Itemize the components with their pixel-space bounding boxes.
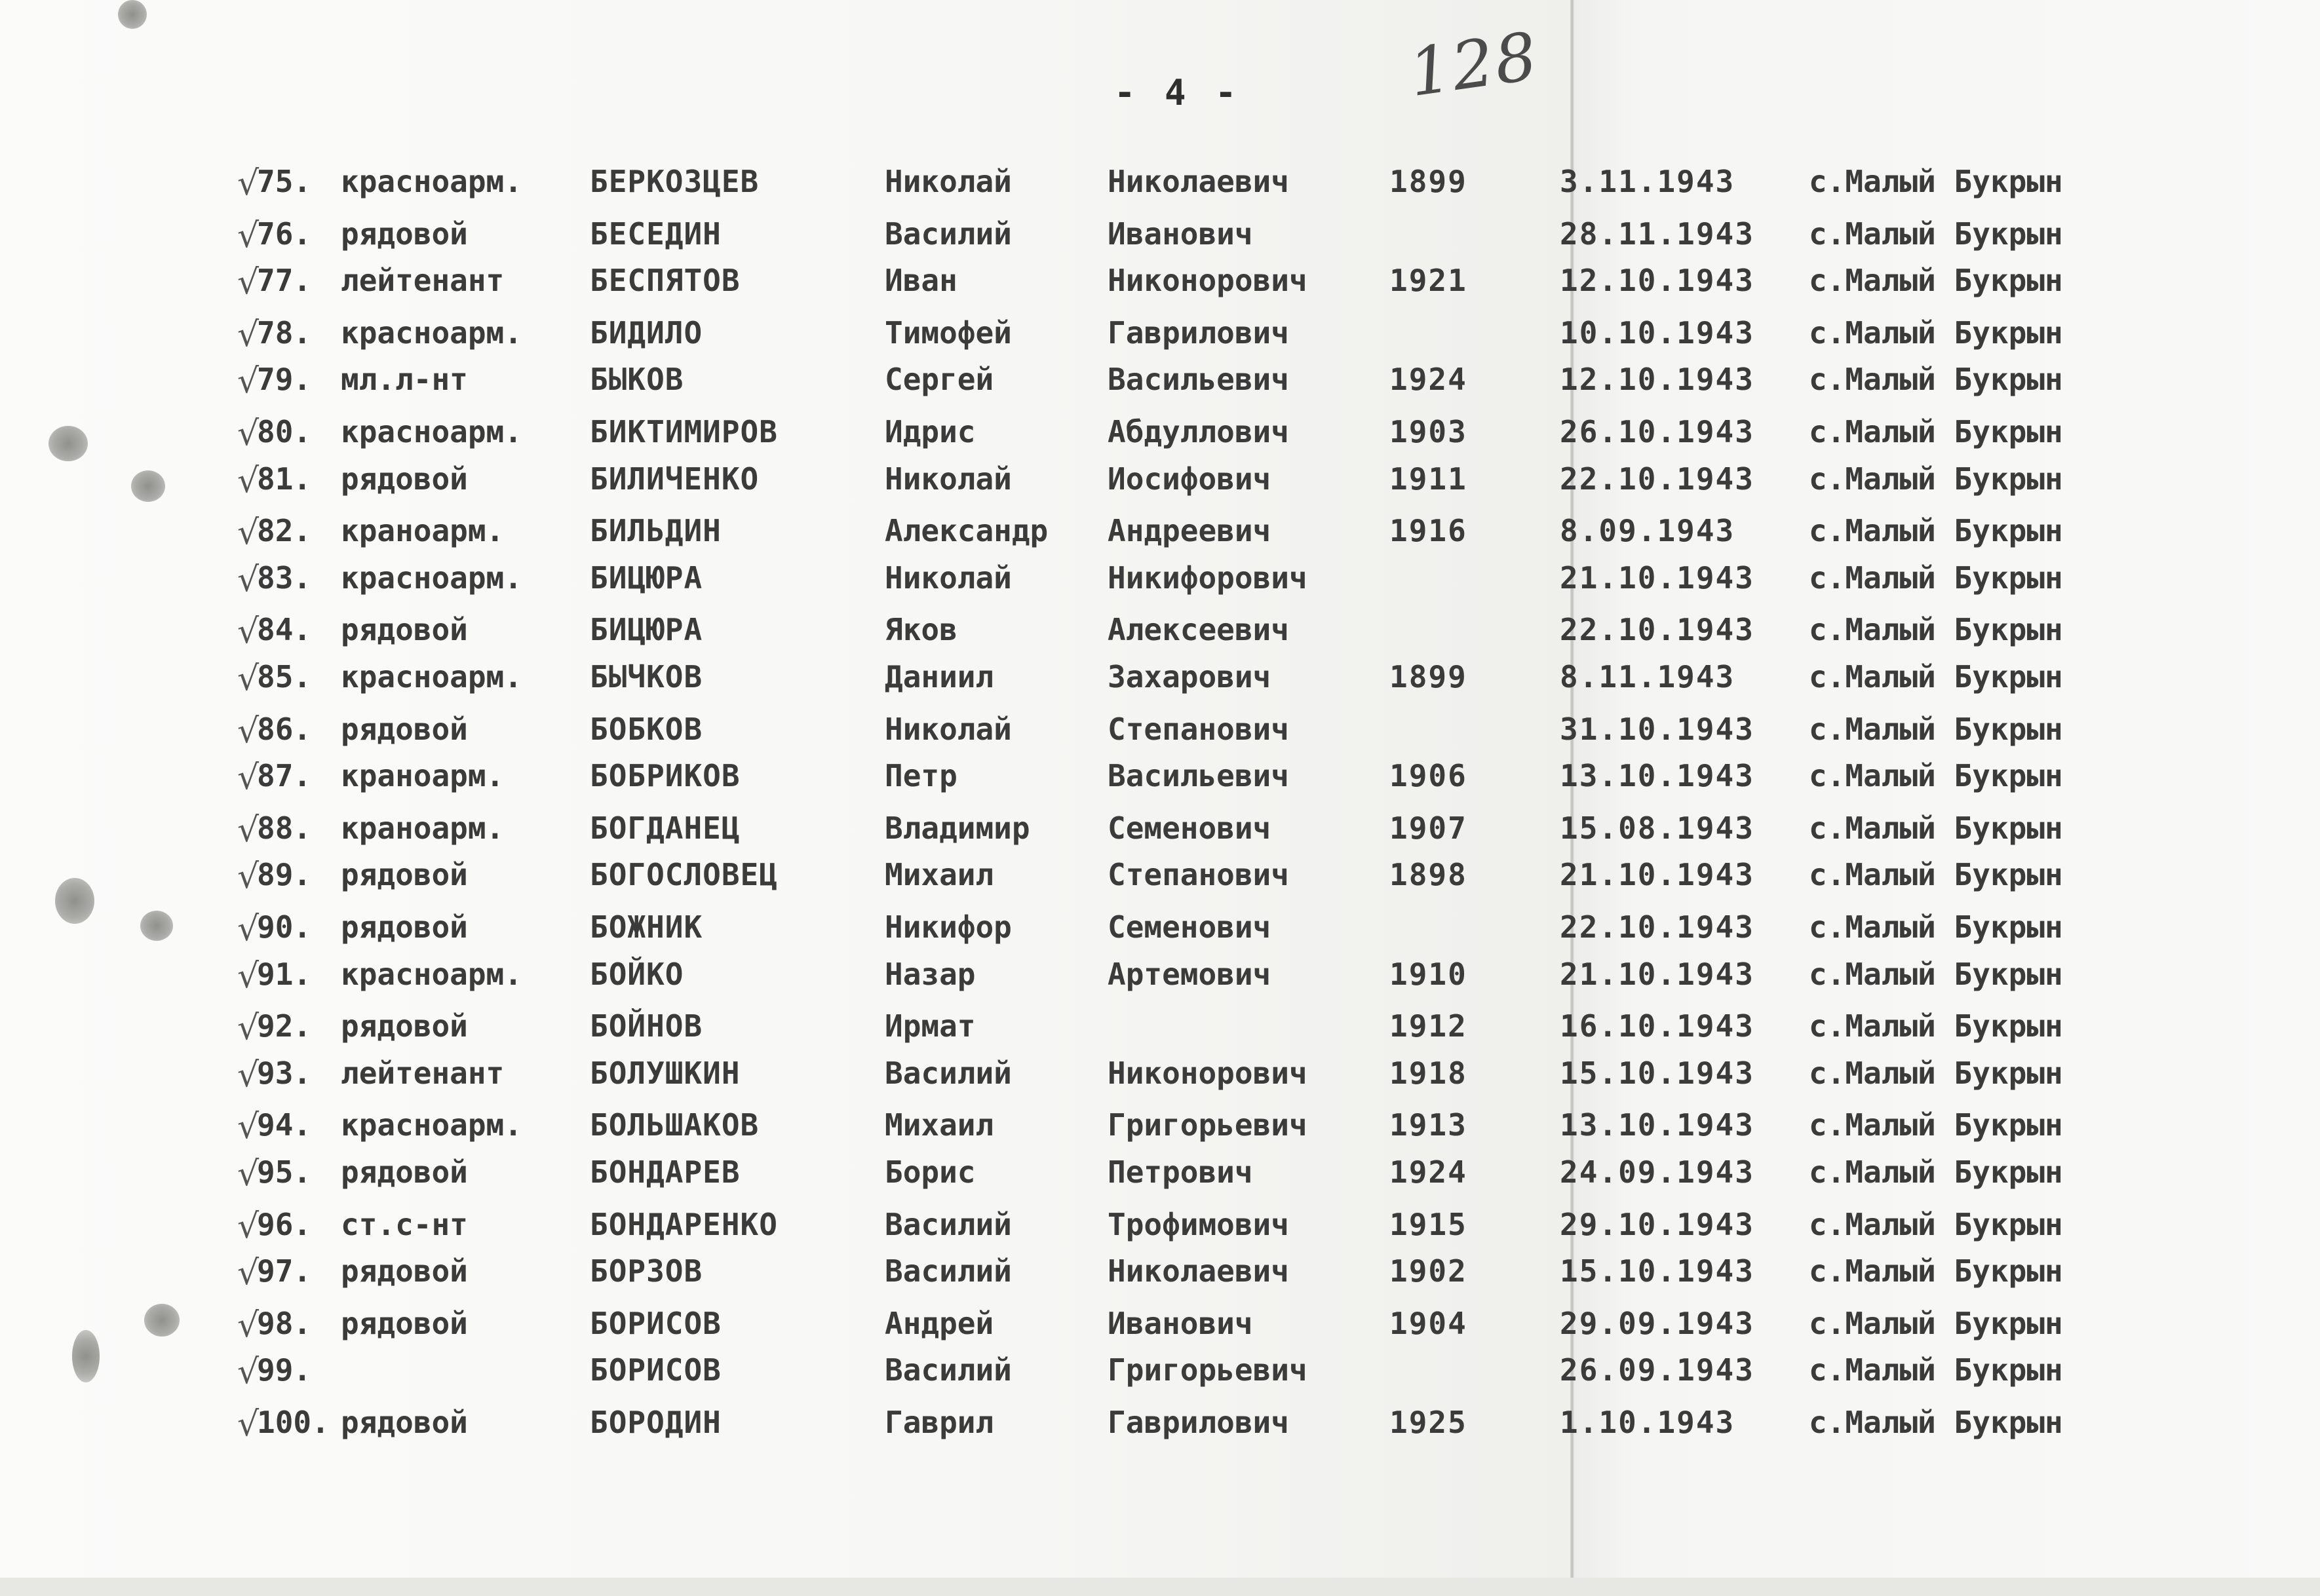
surname: БИЦЮРА <box>590 612 703 648</box>
rank: ст.с-нт <box>341 1206 468 1242</box>
rank: рядовой <box>341 1154 468 1190</box>
rank: рядовой <box>341 1305 468 1341</box>
record-number: 79. <box>257 362 312 398</box>
record-number: 84. <box>257 612 312 648</box>
burial-place: с.Малый Букрын <box>1809 461 2063 497</box>
rank: рядовой <box>341 1008 468 1044</box>
burial-place: с.Малый Букрын <box>1809 1253 2063 1289</box>
check-mark: √ <box>237 362 260 402</box>
surname: БОРИСОВ <box>590 1352 722 1388</box>
birth-year: 1907 <box>1389 810 1467 846</box>
burial-place: с.Малый Букрын <box>1809 1154 2063 1190</box>
check-mark: √ <box>237 1253 260 1293</box>
surname: БОНДАРЕВ <box>590 1154 741 1190</box>
patronymic: Гаврилович <box>1108 314 1289 351</box>
check-mark: √ <box>237 513 260 553</box>
birth-year: 1912 <box>1389 1008 1467 1044</box>
record-number: 80. <box>257 414 312 449</box>
surname: БОБКОВ <box>590 711 703 747</box>
record-number: 94. <box>257 1107 312 1143</box>
first-name: Василий <box>885 1206 1012 1242</box>
death-date: 8.11.1943 <box>1560 659 1735 694</box>
patronymic: Абдуллович <box>1108 414 1289 449</box>
burial-place: с.Малый Букрын <box>1809 810 2063 846</box>
check-mark: √ <box>237 560 260 599</box>
death-date: 29.09.1943 <box>1560 1305 1754 1341</box>
first-name: Назар <box>885 956 976 992</box>
record-row <box>0 1207 2228 1253</box>
birth-year: 1898 <box>1389 857 1467 893</box>
check-mark: √ <box>237 1055 260 1095</box>
record-number: 82. <box>257 513 312 549</box>
birth-year: 1911 <box>1389 461 1467 497</box>
record-row <box>0 461 2228 507</box>
first-name: Сергей <box>885 362 994 398</box>
patronymic: Петрович <box>1108 1154 1253 1190</box>
patronymic: Григорьевич <box>1108 1107 1307 1143</box>
burial-place: с.Малый Букрын <box>1809 659 2063 694</box>
rank: лейтенант <box>341 263 505 299</box>
record-number: 83. <box>257 560 312 596</box>
first-name: Василий <box>885 1253 1012 1289</box>
birth-year: 1903 <box>1389 414 1467 449</box>
surname: БОНДАРЕНКО <box>590 1206 778 1242</box>
death-date: 16.10.1943 <box>1560 1008 1754 1044</box>
burial-place: с.Малый Букрын <box>1809 857 2063 893</box>
surname: БЕСПЯТОВ <box>590 263 741 299</box>
patronymic: Никонорович <box>1108 263 1307 299</box>
rank: красноарм. <box>341 314 522 351</box>
rank: красноарм. <box>341 414 522 449</box>
rank: лейтенант <box>341 1055 505 1091</box>
birth-year: 1924 <box>1389 362 1467 398</box>
record-number: 76. <box>257 216 312 252</box>
patronymic: Никифорович <box>1108 560 1307 596</box>
check-mark: √ <box>237 314 260 354</box>
birth-year: 1906 <box>1389 758 1467 794</box>
rank: красноарм. <box>341 1107 522 1143</box>
birth-year: 1915 <box>1389 1206 1467 1242</box>
record-number: 99. <box>257 1352 312 1388</box>
check-mark: √ <box>237 1352 260 1392</box>
surname: БОРИСОВ <box>590 1305 722 1341</box>
rank: рядовой <box>341 1405 468 1440</box>
death-date: 13.10.1943 <box>1560 1107 1754 1143</box>
punch-hole <box>118 0 147 29</box>
rank: рядовой <box>341 711 468 747</box>
record-number: 100. <box>257 1405 330 1440</box>
patronymic: Иосифович <box>1108 461 1271 497</box>
rank: рядовой <box>341 216 468 252</box>
first-name: Гаврил <box>885 1405 994 1440</box>
first-name: Владимир <box>885 810 1030 846</box>
record-row <box>0 1055 2228 1101</box>
birth-year: 1910 <box>1389 956 1467 992</box>
record-row <box>0 1253 2228 1299</box>
archive-sheet-number: 128 <box>1404 17 1543 112</box>
burial-place: с.Малый Букрын <box>1809 1055 2063 1091</box>
surname: БОЛЬШАКОВ <box>590 1107 760 1143</box>
death-date: 28.11.1943 <box>1560 216 1754 252</box>
record-row <box>0 909 2228 955</box>
record-row <box>0 659 2228 705</box>
burial-place: с.Малый Букрын <box>1809 164 2063 199</box>
check-mark: √ <box>237 758 260 798</box>
record-row <box>0 1008 2228 1054</box>
patronymic: Иванович <box>1108 1305 1253 1341</box>
patronymic: Григорьевич <box>1108 1352 1307 1388</box>
patronymic: Семенович <box>1108 909 1271 945</box>
birth-year: 1924 <box>1389 1154 1467 1190</box>
check-mark: √ <box>237 1107 260 1147</box>
surname: БОЙНОВ <box>590 1008 703 1044</box>
patronymic: Захарович <box>1108 659 1271 694</box>
record-row <box>0 1352 2228 1398</box>
record-number: 89. <box>257 857 312 893</box>
record-row <box>0 758 2228 804</box>
death-date: 21.10.1943 <box>1560 857 1754 893</box>
death-date: 10.10.1943 <box>1560 314 1754 351</box>
check-mark: √ <box>237 1305 260 1345</box>
check-mark: √ <box>237 1154 260 1194</box>
birth-year: 1904 <box>1389 1305 1467 1341</box>
record-row <box>0 1154 2228 1200</box>
patronymic: Васильевич <box>1108 362 1289 398</box>
surname: БИДИЛО <box>590 314 703 351</box>
death-date: 26.10.1943 <box>1560 414 1754 449</box>
patronymic: Никонорович <box>1108 1055 1307 1091</box>
record-row <box>0 560 2228 606</box>
patronymic: Гаврилович <box>1108 1405 1289 1440</box>
birth-year: 1925 <box>1389 1405 1467 1440</box>
rank: рядовой <box>341 461 468 497</box>
record-number: 88. <box>257 810 312 846</box>
check-mark: √ <box>237 414 260 453</box>
first-name: Петр <box>885 758 957 794</box>
surname: БОРЗОВ <box>590 1253 703 1289</box>
record-number: 75. <box>257 164 312 199</box>
patronymic: Андреевич <box>1108 513 1271 549</box>
burial-place: с.Малый Букрын <box>1809 560 2063 596</box>
record-number: 97. <box>257 1253 312 1289</box>
patronymic: Иванович <box>1108 216 1253 252</box>
birth-year: 1913 <box>1389 1107 1467 1143</box>
record-row <box>0 315 2228 361</box>
record-row <box>0 612 2228 658</box>
burial-place: с.Малый Букрын <box>1809 513 2063 549</box>
death-date: 8.09.1943 <box>1560 513 1735 549</box>
record-row <box>0 263 2228 309</box>
surname: БОБРИКОВ <box>590 758 741 794</box>
patronymic: Васильевич <box>1108 758 1289 794</box>
check-mark: √ <box>237 1405 260 1444</box>
patronymic: Николаевич <box>1108 164 1289 199</box>
burial-place: с.Малый Букрын <box>1809 909 2063 945</box>
surname: БОРОДИН <box>590 1405 722 1440</box>
patronymic: Алексеевич <box>1108 612 1289 648</box>
death-date: 24.09.1943 <box>1560 1154 1754 1190</box>
first-name: Николай <box>885 164 1012 199</box>
burial-place: с.Малый Букрын <box>1809 314 2063 351</box>
record-row <box>0 164 2228 210</box>
patronymic: Артемович <box>1108 956 1271 992</box>
rank: краноарм. <box>341 513 505 549</box>
surname: БОГДАНЕЦ <box>590 810 741 846</box>
record-row <box>0 810 2228 856</box>
patronymic: Семенович <box>1108 810 1271 846</box>
first-name: Иван <box>885 263 957 299</box>
record-number: 95. <box>257 1154 312 1190</box>
burial-place: с.Малый Букрын <box>1809 758 2063 794</box>
rank: красноарм. <box>341 164 522 199</box>
first-name: Борис <box>885 1154 976 1190</box>
birth-year: 1899 <box>1389 659 1467 694</box>
burial-place: с.Малый Букрын <box>1809 1352 2063 1388</box>
patronymic: Трофимович <box>1108 1206 1289 1242</box>
rank: красноарм. <box>341 560 522 596</box>
burial-place: с.Малый Букрын <box>1809 1305 2063 1341</box>
record-number: 78. <box>257 314 312 351</box>
birth-year: 1918 <box>1389 1055 1467 1091</box>
record-number: 85. <box>257 659 312 694</box>
rank: краноарм. <box>341 810 505 846</box>
rank: красноарм. <box>341 956 522 992</box>
rank: рядовой <box>341 612 468 648</box>
death-date: 26.09.1943 <box>1560 1352 1754 1388</box>
check-mark: √ <box>237 1206 260 1246</box>
death-date: 15.10.1943 <box>1560 1055 1754 1091</box>
record-number: 92. <box>257 1008 312 1044</box>
first-name: Идрис <box>885 414 976 449</box>
surname: БОЙКО <box>590 956 684 992</box>
death-date: 15.10.1943 <box>1560 1253 1754 1289</box>
patronymic: Степанович <box>1108 857 1289 893</box>
surname: БЫКОВ <box>590 362 684 398</box>
first-name: Даниил <box>885 659 994 694</box>
birth-year: 1899 <box>1389 164 1467 199</box>
death-date: 31.10.1943 <box>1560 711 1754 747</box>
check-mark: √ <box>237 263 260 303</box>
patronymic: Степанович <box>1108 711 1289 747</box>
page-number: - 4 - <box>1114 72 1241 113</box>
first-name: Николай <box>885 461 1012 497</box>
burial-place: с.Малый Букрын <box>1809 711 2063 747</box>
surname: БИКТИМИРОВ <box>590 414 778 449</box>
check-mark: √ <box>237 810 260 850</box>
rank: рядовой <box>341 909 468 945</box>
burial-place: с.Малый Букрын <box>1809 414 2063 449</box>
death-date: 1.10.1943 <box>1560 1405 1735 1440</box>
surname: БИЛЬДИН <box>590 513 722 549</box>
surname: БОГОСЛОВЕЦ <box>590 857 778 893</box>
death-date: 3.11.1943 <box>1560 164 1735 199</box>
check-mark: √ <box>237 909 260 949</box>
record-row <box>0 362 2228 408</box>
record-row <box>0 513 2228 559</box>
burial-place: с.Малый Букрын <box>1809 362 2063 398</box>
record-row <box>0 1306 2228 1352</box>
check-mark: √ <box>237 216 260 256</box>
burial-place: с.Малый Букрын <box>1809 1107 2063 1143</box>
scan-bottom-edge <box>0 1578 2320 1596</box>
record-row <box>0 1405 2228 1451</box>
record-number: 91. <box>257 956 312 992</box>
record-number: 93. <box>257 1055 312 1091</box>
first-name: Яков <box>885 612 957 648</box>
rank: рядовой <box>341 857 468 893</box>
birth-year: 1916 <box>1389 513 1467 549</box>
record-number: 86. <box>257 711 312 747</box>
first-name: Андрей <box>885 1305 994 1341</box>
death-date: 21.10.1943 <box>1560 956 1754 992</box>
record-row <box>0 1107 2228 1153</box>
record-number: 81. <box>257 461 312 497</box>
surname: БОЛУШКИН <box>590 1055 741 1091</box>
burial-place: с.Малый Букрын <box>1809 956 2063 992</box>
first-name: Михаил <box>885 1107 994 1143</box>
check-mark: √ <box>237 1008 260 1048</box>
first-name: Александр <box>885 513 1049 549</box>
burial-place: с.Малый Букрын <box>1809 1206 2063 1242</box>
check-mark: √ <box>237 461 260 501</box>
death-date: 22.10.1943 <box>1560 909 1754 945</box>
rank: рядовой <box>341 1253 468 1289</box>
death-date: 12.10.1943 <box>1560 362 1754 398</box>
first-name: Николай <box>885 560 1012 596</box>
record-number: 87. <box>257 758 312 794</box>
record-number: 96. <box>257 1206 312 1242</box>
check-mark: √ <box>237 659 260 698</box>
death-date: 21.10.1943 <box>1560 560 1754 596</box>
burial-place: с.Малый Букрын <box>1809 1008 2063 1044</box>
rank: красноарм. <box>341 659 522 694</box>
surname: БЫЧКОВ <box>590 659 703 694</box>
surname: БОЖНИК <box>590 909 703 945</box>
burial-place: с.Малый Букрын <box>1809 263 2063 299</box>
record-row <box>0 857 2228 903</box>
record-number: 77. <box>257 263 312 299</box>
record-row <box>0 414 2228 460</box>
first-name: Василий <box>885 216 1012 252</box>
record-row <box>0 957 2228 1002</box>
check-mark: √ <box>237 164 260 203</box>
death-date: 12.10.1943 <box>1560 263 1754 299</box>
first-name: Никифор <box>885 909 1012 945</box>
death-date: 13.10.1943 <box>1560 758 1754 794</box>
first-name: Тимофей <box>885 314 1012 351</box>
record-number: 90. <box>257 909 312 945</box>
first-name: Василий <box>885 1352 1012 1388</box>
check-mark: √ <box>237 612 260 652</box>
burial-place: с.Малый Букрын <box>1809 216 2063 252</box>
surname: БИЦЮРА <box>590 560 703 596</box>
burial-place: с.Малый Букрын <box>1809 612 2063 648</box>
death-date: 29.10.1943 <box>1560 1206 1754 1242</box>
first-name: Василий <box>885 1055 1012 1091</box>
death-date: 15.08.1943 <box>1560 810 1754 846</box>
rank: краноарм. <box>341 758 505 794</box>
check-mark: √ <box>237 857 260 897</box>
death-date: 22.10.1943 <box>1560 461 1754 497</box>
surname: БИЛИЧЕНКО <box>590 461 760 497</box>
record-row <box>0 216 2228 262</box>
first-name: Николай <box>885 711 1012 747</box>
record-number: 98. <box>257 1305 312 1341</box>
birth-year: 1902 <box>1389 1253 1467 1289</box>
surname: БЕСЕДИН <box>590 216 722 252</box>
death-date: 22.10.1943 <box>1560 612 1754 648</box>
burial-place: с.Малый Букрын <box>1809 1405 2063 1440</box>
check-mark: √ <box>237 956 260 996</box>
birth-year: 1921 <box>1389 263 1467 299</box>
patronymic: Николаевич <box>1108 1253 1289 1289</box>
check-mark: √ <box>237 711 260 751</box>
record-row <box>0 712 2228 757</box>
rank: мл.л-нт <box>341 362 468 398</box>
first-name: Михаил <box>885 857 994 893</box>
surname: БЕРКОЗЦЕВ <box>590 164 760 199</box>
first-name: Ирмат <box>885 1008 976 1044</box>
